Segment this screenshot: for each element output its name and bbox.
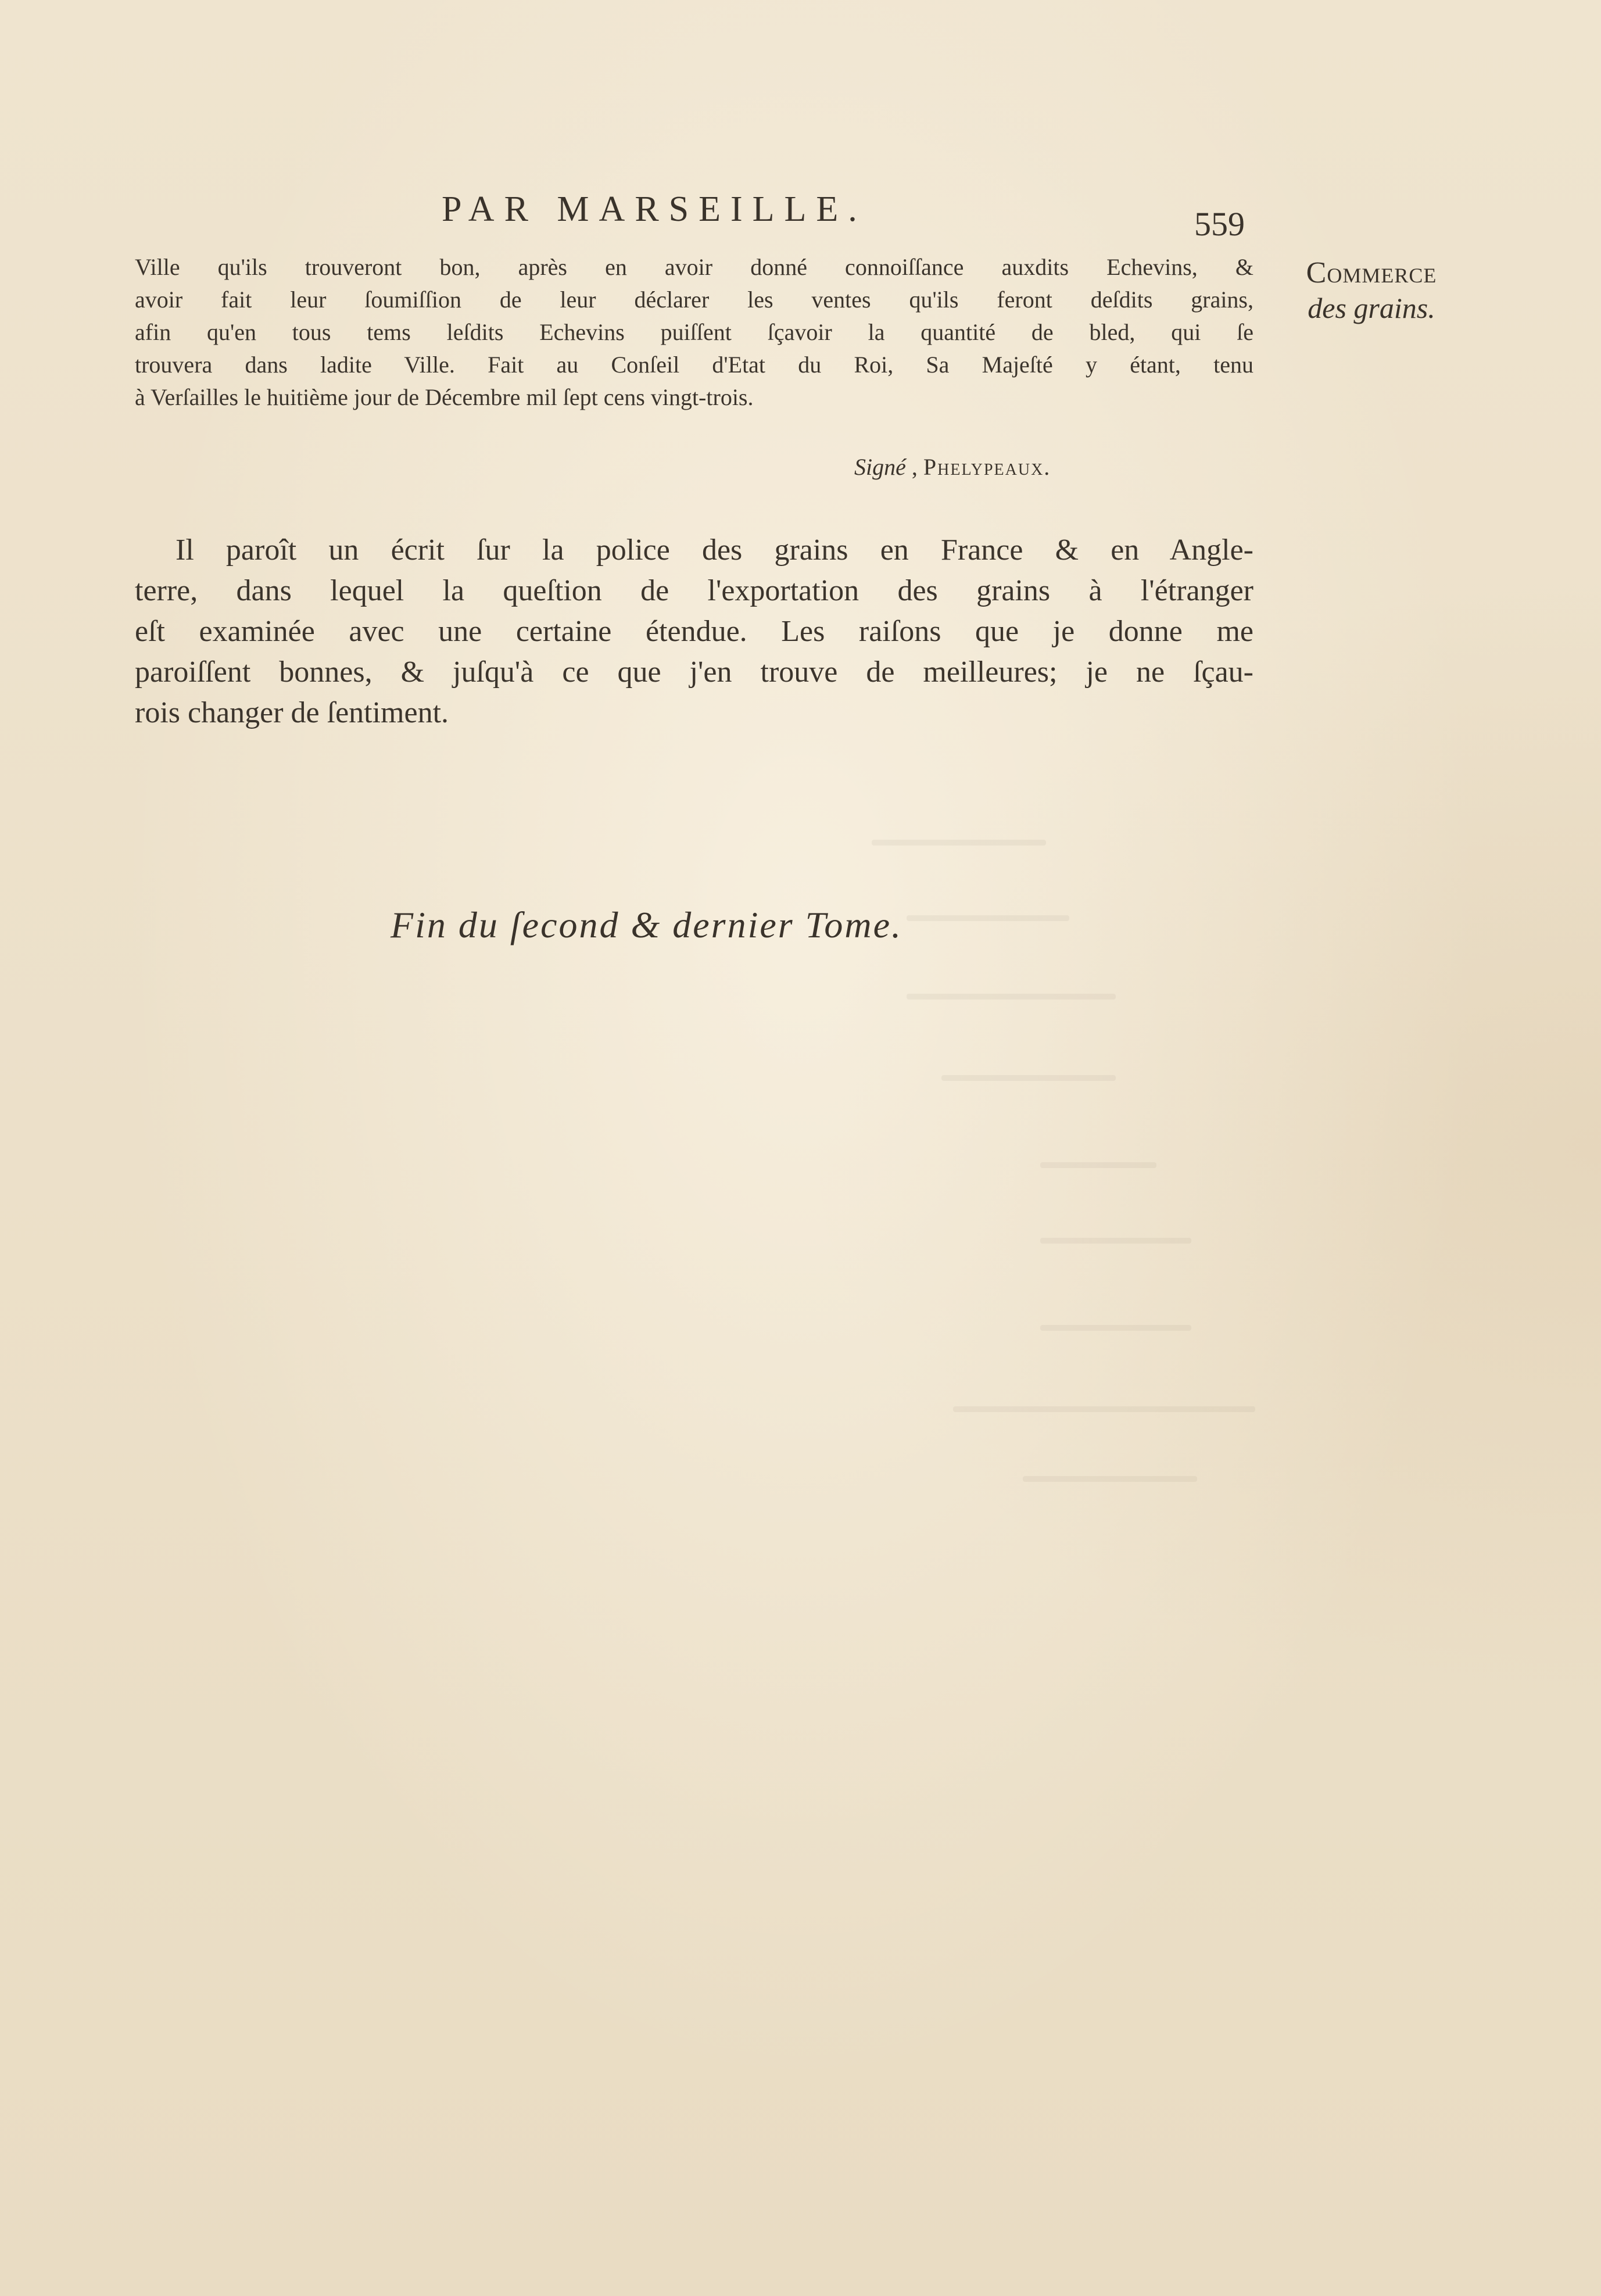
signature: [854, 453, 1051, 481]
decree-text: [135, 251, 1253, 414]
bleed-through-mark: [872, 840, 1046, 846]
body-paragraph: [135, 530, 1253, 733]
bleed-through-mark: [907, 915, 1069, 921]
bleed-through-mark: [1040, 1325, 1191, 1331]
bleed-through-mark: [941, 1075, 1116, 1081]
margin-note: [1273, 256, 1470, 325]
text-line: terre, dans lequel la queſtion de l'exportation des grains à l'étranger: [135, 574, 1253, 607]
signature-signed-label: Signé: [854, 454, 906, 480]
margin-note-title: Commerce: [1306, 256, 1437, 289]
text-line: paroiſſent bonnes, & juſqu'à ce que j'en trouve de meilleures; je ne ſçau-: [135, 656, 1253, 689]
text-line: avoir fait leur ſoumiſſion de leur déclarer les ventes qu'ils feront deſdits grains,: [135, 286, 1253, 313]
text-line: afin qu'en tous tems leſdits Echevins puiſſent ſçavoir la quantité de bled, qui ſe: [135, 319, 1253, 345]
bleed-through-mark: [1040, 1162, 1156, 1168]
running-head-title: PAR MARSEILLE.: [442, 189, 867, 229]
signature-name: Phelypeaux.: [923, 454, 1051, 480]
page-number: 559: [1194, 205, 1245, 243]
bleed-through-mark: [1023, 1476, 1197, 1482]
colophon: Fin du ſecond & dernier Tome.: [391, 904, 902, 945]
text-line: Ville qu'ils trouveront bon, après en avoir donné connoiſſance auxdits Echevins, &: [135, 254, 1253, 280]
text-line: Il paroît un écrit ſur la police des grains en France & en Angle-: [175, 533, 1253, 567]
text-line: trouvera dans ladite Ville. Fait au Conſeil d'Etat du Roi, Sa Majeſté y étant, tenu: [135, 352, 1253, 378]
margin-note-subtitle: des grains.: [1308, 292, 1435, 324]
text-line: rois changer de ſentiment.: [135, 696, 449, 729]
text-line: eſt examinée avec une certaine étendue. Les raiſons que je donne me: [135, 615, 1253, 648]
text-line: à Verſailles le huitième jour de Décembre mil ſept cens vingt-trois.: [135, 384, 754, 410]
bleed-through-mark: [907, 994, 1116, 1000]
signature-separator: ,: [905, 454, 923, 480]
bleed-through-mark: [953, 1406, 1255, 1412]
bleed-through-mark: [1040, 1238, 1191, 1244]
